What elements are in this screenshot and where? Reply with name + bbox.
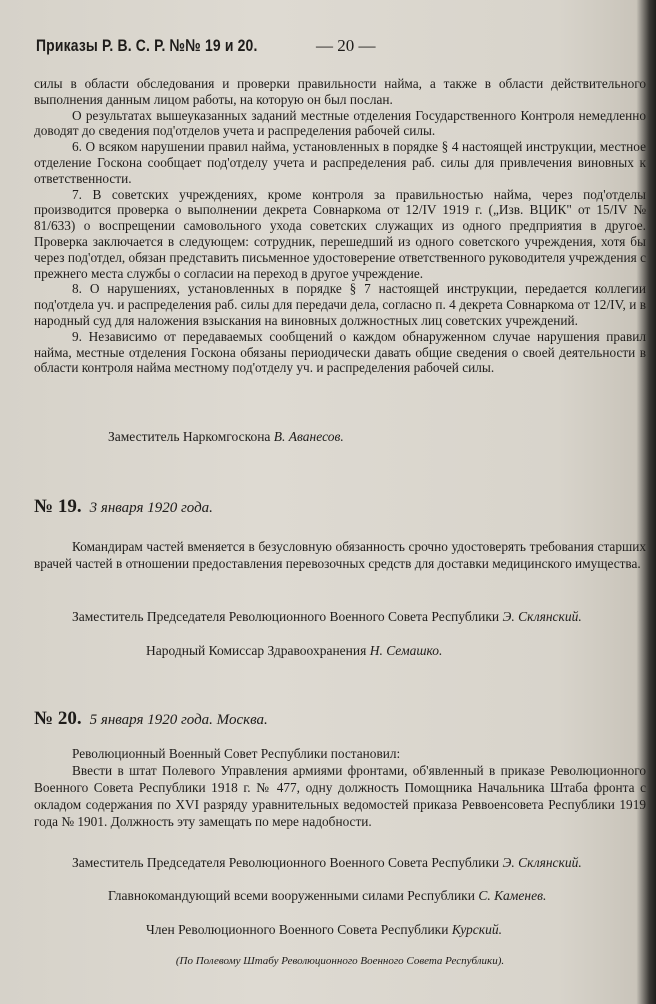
running-title: Приказы Р. В. С. Р. №№ 19 и 20. — [36, 36, 258, 55]
paragraph: Революционный Военный Совет Республики постановил: — [72, 746, 401, 761]
order-date: 5 января 1920 года. Москва. — [89, 712, 268, 728]
order-20-heading — [34, 708, 268, 730]
signatory-name: Н. Семашко. — [369, 643, 443, 658]
signatory-name: Курский. — [451, 922, 502, 937]
order-date: 3 января 1920 года. — [89, 500, 213, 516]
signatory-title: Заместитель Председателя Революционного Военного Совета Республики — [72, 609, 500, 624]
signature-line — [146, 922, 502, 938]
signatory-name: Э. Склянский. — [502, 855, 582, 870]
signature-line — [146, 643, 442, 659]
paragraph: О результатах вышеуказанных заданий местные отделения Государственного Контроля немедленно доводят до сведения под'отделов учета и распределения рабочей силы. — [34, 107, 646, 139]
signature-line — [108, 429, 344, 445]
order-number: № 19. — [34, 496, 82, 517]
signatory-title: Народный Комиссар Здравоохранения — [146, 643, 367, 658]
page-number: — 20 — — [316, 36, 376, 55]
signatory-title: Заместитель Председателя Революционного Военного Совета Республики — [72, 855, 500, 870]
page-header — [36, 36, 616, 60]
order-20-body — [34, 745, 646, 830]
signatory-name: В. Аванесов. — [273, 429, 344, 444]
order-number: № 20. — [34, 708, 82, 729]
signatory-title: Главнокомандующий всеми вооруженными силами Республики — [108, 888, 475, 903]
paragraph: 7. В советских учреждениях, кроме контроля за правильностью найма, через под'отделы производится проверка о выполнении декрета Совнаркома от 12/IV 1919 г. („Изв. ВЦИК" от 15/IV № 81/633) о воспрещении самовольного ухода советских служащих из одного предприятия в другое. Проверка заключается в следующем: сотрудник, перешедший из одного советского учреждения, хотя бы через под'отдел, обязан представить письменное удостоверение ответственного руководителя учреждения с прежнего места службы о согласии на переход в другое учреждение. — [34, 186, 646, 281]
order-19-body — [34, 538, 646, 572]
paragraph: 9. Независимо от передаваемых сообщений о каждом обнаруженном случае нарушения правил найма, местные отделения Госкона обязаны периодически давать общие сведения о своей деятельности в области контроля найма местному под'отделу уч. и распределения рабочей силы. — [34, 328, 646, 376]
signatory-title: Член Революционного Военного Совета Республики — [146, 922, 449, 937]
paragraph: Ввести в штат Полевого Управления армиями фронтами, об'явленный в приказе Революционного Военного Совета Республики 1918 г. № 477, одну должность Помощника Начальника Штаба фронта с окладом содержания по XVI разряду уравнительных ведомостей приказа Реввоенсовета Республики 1919 года № 1901. Должность эту замещать по мере надобности. — [34, 763, 646, 829]
order-19-heading — [34, 496, 213, 518]
signature-line — [108, 888, 546, 904]
footnote: (По Полевому Штабу Революционного Военного Совета Республики). — [175, 955, 505, 967]
signature-line — [72, 609, 582, 625]
signatory-name: С. Каменев. — [478, 888, 547, 903]
previous-order-continuation — [34, 76, 646, 376]
paragraph: 6. О всяком нарушении правил найма, установленных в порядке § 4 настоящей инструкции, местное отделение Госкона сообщает под'отделу учета и распределения раб. силы для привлечения виновных к ответственности. — [34, 139, 646, 186]
paragraph: 8. О нарушениях, установленных в порядке § 7 настоящей инструкции, передается коллегии под'отдела уч. и распределения раб. силы для передачи дела, согласно п. 4 декрета Совнаркома от 12/IV, и в народный суд для наложения взыскания на виновных должностных лиц советских учреждений. — [34, 281, 646, 328]
signatory-title: Заместитель Наркомгоскона — [108, 429, 271, 444]
signatory-name: Э. Склянский. — [502, 609, 582, 624]
signature-line — [72, 855, 582, 871]
paragraph: силы в области обследования и проверки правильности найма, а также в области действительного выполнения данным лицом работы, на которую он был послан. — [34, 76, 646, 107]
paragraph: Командирам частей вменяется в безусловную обязанность срочно удостоверять требования старших врачей частей в отношении предоставления перевозочных средств для доставки медицинского имущества. — [34, 539, 646, 571]
